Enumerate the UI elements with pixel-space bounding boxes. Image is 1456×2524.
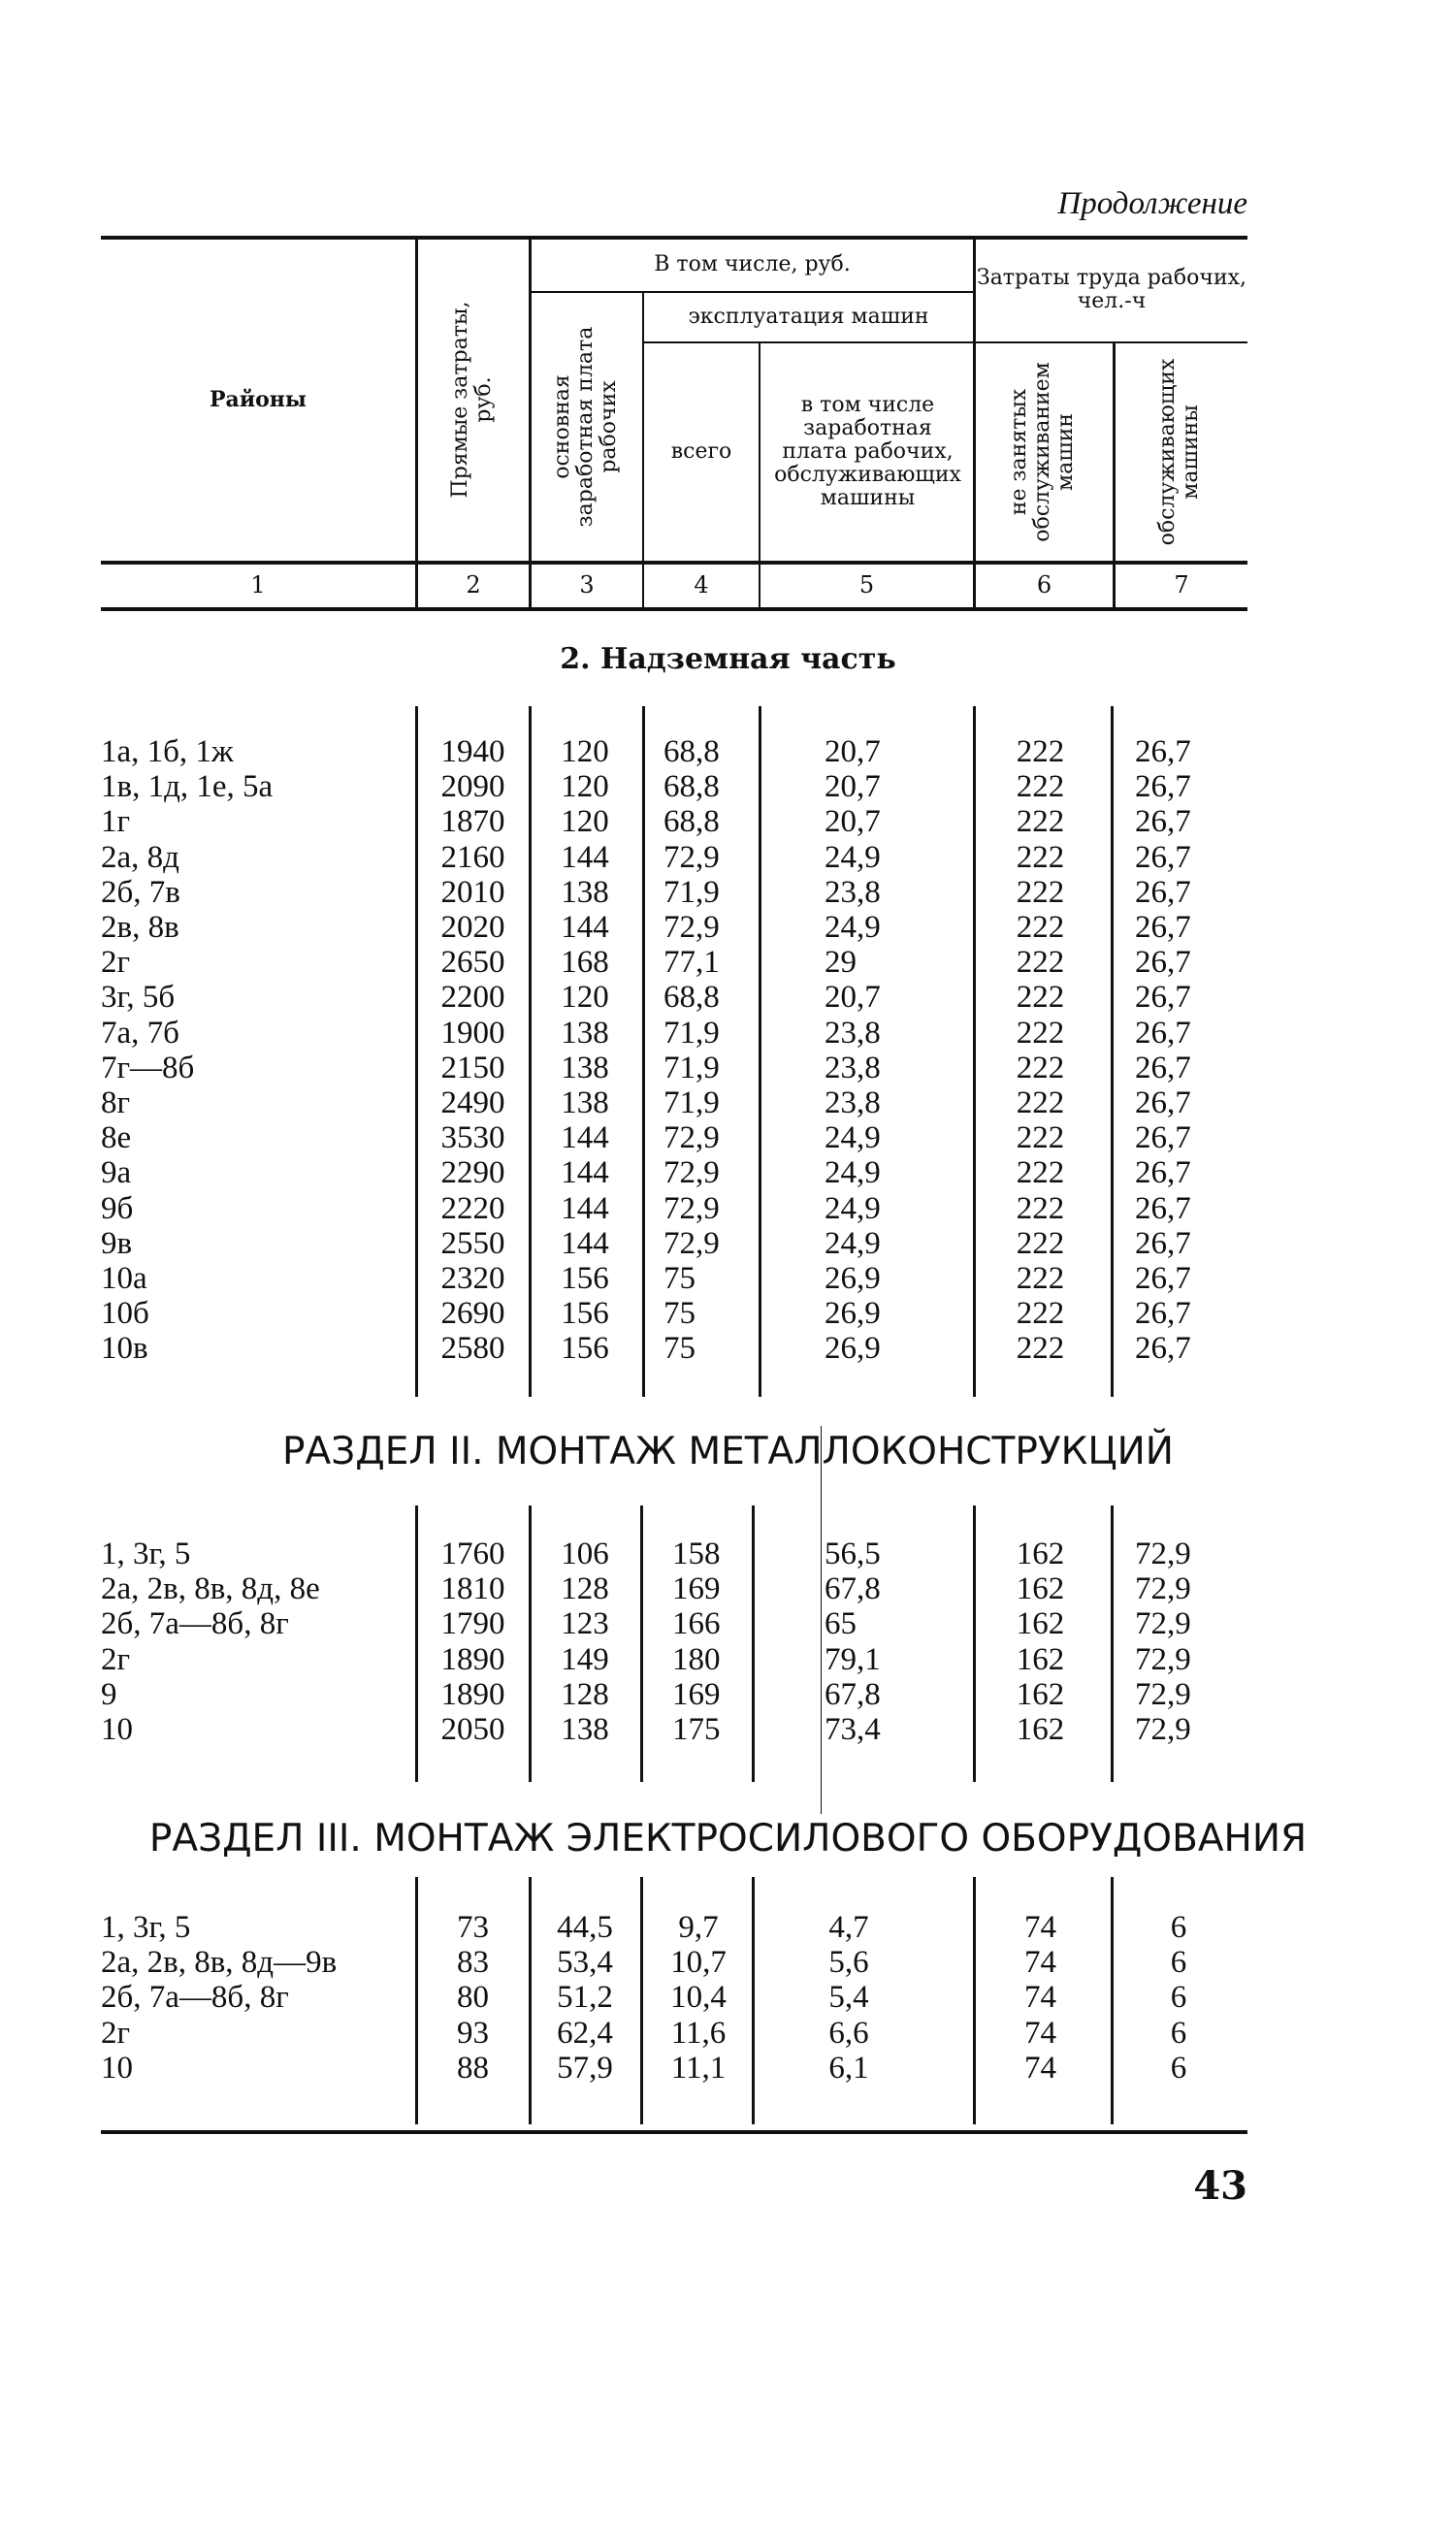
- cell-base-wage: 138: [561, 1085, 609, 1120]
- table-row: [0, 840, 1456, 875]
- cell-labor-serving: 72,9: [1135, 1676, 1191, 1712]
- cell-regions: 2а, 2в, 8в, 8д, 8е: [101, 1571, 320, 1607]
- section-title-2: РАЗДЕЛ II. МОНТАЖ МЕТАЛЛОКОНСТРУКЦИЙ: [282, 1430, 1174, 1473]
- cell-regions: 10в: [101, 1331, 148, 1367]
- cell-direct-costs: 1760: [440, 1537, 505, 1571]
- cell-direct-costs: 2690: [440, 1296, 505, 1332]
- cell-direct-costs: 2010: [440, 874, 505, 910]
- section-title-3: РАЗДЕЛ III. МОНТАЖ ЭЛЕКТРОСИЛОВОГО ОБОРУДОВАНИЯ: [148, 1817, 1308, 1861]
- cell-labor-serving: 26,7: [1135, 945, 1191, 981]
- cell-base-wage: 144: [561, 1190, 609, 1226]
- table-bottom-rule: [101, 2130, 1247, 2134]
- cell-base-wage: 44,5: [557, 1910, 613, 1945]
- section-title-1: 2. Надземная часть: [560, 642, 896, 676]
- cell-machine-total: 68,8: [663, 980, 720, 1016]
- cell-labor-not-busy: 162: [1016, 1606, 1065, 1642]
- cell-base-wage: 168: [561, 945, 609, 981]
- cell-labor-not-busy: 222: [1016, 1296, 1065, 1332]
- cell-base-wage: 120: [561, 734, 609, 769]
- cell-machine-total: 10,7: [670, 1945, 727, 1981]
- cell-labor-serving: 26,7: [1135, 804, 1191, 840]
- cell-labor-serving: 26,7: [1135, 910, 1191, 945]
- cell-labor-not-busy: 222: [1016, 1190, 1065, 1226]
- cell-machine-total: 166: [672, 1606, 721, 1642]
- cell-base-wage: 138: [561, 1712, 609, 1747]
- cell-regions: 1, 3г, 5: [101, 1537, 191, 1571]
- cell-machine-wage: 24,9: [825, 1190, 881, 1226]
- cell-machine-wage: 23,8: [825, 1050, 881, 1085]
- cell-labor-serving: 26,7: [1135, 874, 1191, 910]
- table-row: [0, 1945, 1456, 1980]
- cell-regions: 10: [101, 2050, 133, 2086]
- table-row: [0, 875, 1456, 910]
- cell-machine-total: 75: [663, 1296, 696, 1332]
- cell-direct-costs: 88: [457, 2050, 489, 2086]
- table-row: [0, 1051, 1456, 1085]
- cell-base-wage: 128: [561, 1676, 609, 1712]
- cell-regions: 1в, 1д, 1е, 5а: [101, 769, 274, 805]
- cell-labor-not-busy: 222: [1016, 769, 1065, 805]
- cell-machine-wage: 26,9: [825, 1296, 881, 1332]
- cell-machine-total: 158: [672, 1537, 721, 1571]
- table-row: [0, 1226, 1456, 1261]
- colnum-5: 5: [858, 571, 875, 599]
- cell-base-wage: 57,9: [557, 2050, 613, 2086]
- cell-direct-costs: 2200: [440, 980, 505, 1016]
- cell-labor-serving: 26,7: [1135, 1085, 1191, 1120]
- cell-direct-costs: 73: [457, 1910, 489, 1945]
- cell-base-wage: 120: [561, 769, 609, 805]
- colnum-6: 6: [1036, 571, 1052, 599]
- cell-regions: 3г, 5б: [101, 980, 176, 1016]
- table-row: [0, 910, 1456, 945]
- cell-regions: 9а: [101, 1155, 132, 1191]
- cell-direct-costs: 1890: [440, 1641, 505, 1677]
- table-row: [0, 1606, 1456, 1641]
- table-row: [0, 734, 1456, 769]
- cell-base-wage: 156: [561, 1261, 609, 1296]
- colnum-rule: [101, 607, 1247, 611]
- cell-regions: 9б: [101, 1190, 134, 1226]
- cell-machine-total: 71,9: [663, 1015, 720, 1051]
- cell-labor-not-busy: 222: [1016, 945, 1065, 981]
- cell-labor-serving: 26,7: [1135, 734, 1191, 769]
- page-number: 43: [1193, 2163, 1247, 2209]
- cell-labor-not-busy: 222: [1016, 1261, 1065, 1296]
- cell-machine-total: 71,9: [663, 1085, 720, 1120]
- cell-labor-serving: 26,7: [1135, 1050, 1191, 1085]
- table-row: [0, 1261, 1456, 1296]
- cell-regions: 2а, 8д: [101, 839, 179, 875]
- cell-direct-costs: 2050: [440, 1712, 505, 1747]
- table-row: [0, 1571, 1456, 1606]
- cell-machine-total: 9,7: [678, 1910, 719, 1945]
- cell-machine-total: 175: [672, 1712, 721, 1747]
- cell-labor-serving: 6: [1170, 1980, 1187, 2016]
- header-vline-1: [415, 238, 418, 609]
- cell-labor-serving: 26,7: [1135, 1190, 1191, 1226]
- table-row: [0, 1712, 1456, 1747]
- cell-machine-total: 72,9: [663, 910, 720, 945]
- cell-base-wage: 156: [561, 1331, 609, 1367]
- cell-machine-wage: 24,9: [825, 910, 881, 945]
- cell-machine-wage: 65: [825, 1606, 857, 1642]
- cell-regions: 10а: [101, 1261, 147, 1296]
- cell-machine-wage: 24,9: [825, 1225, 881, 1261]
- cell-labor-serving: 26,7: [1135, 1331, 1191, 1367]
- table-row: [0, 1155, 1456, 1190]
- cell-machine-total: 72,9: [663, 1155, 720, 1191]
- cell-regions: 2а, 2в, 8в, 8д—9в: [101, 1945, 338, 1981]
- cell-machine-wage: 24,9: [825, 1155, 881, 1191]
- table-row: [0, 1642, 1456, 1677]
- cell-labor-not-busy: 222: [1016, 1155, 1065, 1191]
- colnum-7: 7: [1174, 571, 1189, 599]
- cell-machine-wage: 23,8: [825, 1085, 881, 1120]
- cell-labor-not-busy: 162: [1016, 1676, 1065, 1712]
- cell-regions: 1г: [101, 804, 131, 840]
- cell-base-wage: 144: [561, 839, 609, 875]
- cell-labor-not-busy: 222: [1016, 874, 1065, 910]
- cell-direct-costs: 93: [457, 2015, 489, 2051]
- table-row: [0, 804, 1456, 839]
- cell-direct-costs: 2320: [440, 1261, 505, 1296]
- cell-labor-serving: 26,7: [1135, 839, 1191, 875]
- cell-regions: 2г: [101, 1641, 131, 1677]
- cell-regions: 10: [101, 1712, 133, 1747]
- cell-labor-not-busy: 74: [1024, 2050, 1056, 2086]
- cell-direct-costs: 2580: [440, 1331, 505, 1367]
- cell-direct-costs: 83: [457, 1945, 489, 1981]
- cell-machine-wage: 4,7: [828, 1910, 869, 1945]
- cell-labor-serving: 72,9: [1135, 1537, 1191, 1571]
- cell-labor-serving: 72,9: [1135, 1641, 1191, 1677]
- cell-machine-total: 68,8: [663, 734, 720, 769]
- cell-machine-total: 75: [663, 1331, 696, 1367]
- cell-labor-serving: 6: [1170, 2050, 1187, 2086]
- cell-direct-costs: 2490: [440, 1085, 505, 1120]
- cell-direct-costs: 2290: [440, 1155, 505, 1191]
- cell-labor-serving: 6: [1170, 1945, 1187, 1981]
- cell-machine-total: 71,9: [663, 874, 720, 910]
- cell-regions: 9: [101, 1676, 117, 1712]
- cell-direct-costs: 2220: [440, 1190, 505, 1226]
- cell-direct-costs: 1810: [440, 1571, 505, 1607]
- cell-base-wage: 156: [561, 1296, 609, 1332]
- cell-labor-not-busy: 222: [1016, 1015, 1065, 1051]
- cell-labor-not-busy: 222: [1016, 804, 1065, 840]
- colnum-1: 1: [250, 571, 266, 599]
- header-regions: Районы: [210, 386, 307, 412]
- cell-machine-total: 11,1: [670, 2050, 727, 2086]
- cell-labor-serving: 72,9: [1135, 1571, 1191, 1607]
- cell-labor-not-busy: 74: [1024, 1980, 1056, 2016]
- cell-base-wage: 144: [561, 1225, 609, 1261]
- cell-direct-costs: 3530: [440, 1120, 505, 1156]
- cell-machine-wage: 23,8: [825, 1015, 881, 1051]
- cell-direct-costs: 2020: [440, 910, 505, 945]
- cell-direct-costs: 2550: [440, 1225, 505, 1261]
- cell-machine-total: 71,9: [663, 1050, 720, 1085]
- header-direct-costs: Прямые затраты, руб.: [448, 301, 496, 499]
- cell-base-wage: 138: [561, 874, 609, 910]
- cell-machine-wage: 24,9: [825, 1120, 881, 1156]
- table-row: [0, 1296, 1456, 1331]
- cell-base-wage: 120: [561, 804, 609, 840]
- cell-base-wage: 120: [561, 980, 609, 1016]
- colnum-4: 4: [694, 571, 709, 599]
- cell-machine-total: 10,4: [670, 1980, 727, 2016]
- cell-regions: 9в: [101, 1225, 133, 1261]
- cell-base-wage: 144: [561, 910, 609, 945]
- cell-labor-not-busy: 74: [1024, 1945, 1056, 1981]
- table-row: [0, 769, 1456, 804]
- cell-labor-serving: 26,7: [1135, 1261, 1191, 1296]
- table-row: [0, 2051, 1456, 2086]
- cell-labor-not-busy: 74: [1024, 2015, 1056, 2051]
- cell-machine-total: 72,9: [663, 1225, 720, 1261]
- cell-regions: 1, 3г, 5: [101, 1910, 191, 1945]
- cell-machine-total: 75: [663, 1261, 696, 1296]
- header-machine-wage: в том числе заработная плата рабочих, обслуживающих машины: [774, 393, 961, 510]
- cell-machine-wage: 6,6: [828, 2015, 869, 2051]
- cell-labor-serving: 26,7: [1135, 1225, 1191, 1261]
- cell-base-wage: 138: [561, 1050, 609, 1085]
- cell-machine-wage: 20,7: [825, 804, 881, 840]
- cell-labor-not-busy: 162: [1016, 1571, 1065, 1607]
- header-rule-labor: [973, 341, 1247, 343]
- cell-machine-total: 72,9: [663, 1120, 720, 1156]
- cell-direct-costs: 2150: [440, 1050, 505, 1085]
- table-row: [0, 945, 1456, 980]
- cell-machine-wage: 79,1: [825, 1641, 881, 1677]
- cell-machine-wage: 5,4: [828, 1980, 869, 2016]
- header-labor-not-busy: не занятых обслуживанием машин: [1007, 362, 1078, 542]
- cell-machine-wage: 29: [825, 945, 857, 981]
- cell-direct-costs: 1890: [440, 1676, 505, 1712]
- cell-labor-serving: 26,7: [1135, 980, 1191, 1016]
- header-vline-2: [529, 238, 532, 609]
- cell-direct-costs: 2650: [440, 945, 505, 981]
- cell-labor-not-busy: 222: [1016, 910, 1065, 945]
- header-group-labor: Затраты труда рабочих, чел.-ч: [976, 266, 1247, 313]
- cell-labor-not-busy: 222: [1016, 1050, 1065, 1085]
- cell-machine-total: 169: [672, 1676, 721, 1712]
- cell-direct-costs: 80: [457, 1980, 489, 2016]
- cell-base-wage: 53,4: [557, 1945, 613, 1981]
- colnum-3: 3: [579, 571, 595, 599]
- cell-labor-serving: 26,7: [1135, 1120, 1191, 1156]
- colnum-2: 2: [466, 571, 481, 599]
- cell-base-wage: 51,2: [557, 1980, 613, 2016]
- cell-labor-serving: 26,7: [1135, 769, 1191, 805]
- cell-labor-serving: 6: [1170, 1910, 1187, 1945]
- cell-regions: 7г—8б: [101, 1050, 195, 1085]
- cell-labor-serving: 72,9: [1135, 1712, 1191, 1747]
- cell-regions: 2б, 7а—8б, 8г: [101, 1606, 289, 1642]
- header-labor-serving: обслуживающих машины: [1155, 358, 1203, 546]
- header-group-machine: эксплуатация машин: [688, 305, 929, 329]
- cell-direct-costs: 2160: [440, 839, 505, 875]
- table-row: [0, 1537, 1456, 1571]
- cell-machine-total: 72,9: [663, 1190, 720, 1226]
- cell-regions: 2г: [101, 945, 131, 981]
- cell-labor-not-busy: 162: [1016, 1712, 1065, 1747]
- cell-labor-not-busy: 162: [1016, 1641, 1065, 1677]
- cell-regions: 1а, 1б, 1ж: [101, 734, 234, 769]
- cell-labor-not-busy: 222: [1016, 839, 1065, 875]
- cell-regions: 7а, 7б: [101, 1015, 179, 1051]
- cell-direct-costs: 1940: [440, 734, 505, 769]
- table-row: [0, 1191, 1456, 1226]
- cell-labor-not-busy: 162: [1016, 1537, 1065, 1571]
- table-row: [0, 1120, 1456, 1155]
- cell-regions: 2в, 8в: [101, 910, 179, 945]
- cell-regions: 8г: [101, 1085, 131, 1120]
- cell-machine-total: 72,9: [663, 839, 720, 875]
- cell-regions: 2г: [101, 2015, 131, 2051]
- cell-machine-wage: 20,7: [825, 769, 881, 805]
- cell-labor-not-busy: 222: [1016, 1120, 1065, 1156]
- cell-machine-wage: 67,8: [825, 1571, 881, 1607]
- header-machine-total: всего: [670, 439, 732, 464]
- cell-labor-serving: 26,7: [1135, 1155, 1191, 1191]
- cell-regions: 2б, 7в: [101, 874, 180, 910]
- table-row: [0, 2016, 1456, 2051]
- header-base-wage: основная заработная плата рабочих: [550, 326, 621, 528]
- table-row: [0, 1331, 1456, 1366]
- table-row: [0, 1085, 1456, 1120]
- cell-base-wage: 123: [561, 1606, 609, 1642]
- header-group-incl: В том числе, руб.: [654, 252, 851, 276]
- cell-regions: 2б, 7а—8б, 8г: [101, 1980, 289, 2016]
- cell-machine-wage: 6,1: [828, 2050, 869, 2086]
- cell-base-wage: 144: [561, 1120, 609, 1156]
- cell-machine-wage: 20,7: [825, 980, 881, 1016]
- cell-machine-wage: 20,7: [825, 734, 881, 769]
- cell-machine-wage: 24,9: [825, 839, 881, 875]
- cell-labor-not-busy: 222: [1016, 1085, 1065, 1120]
- cell-base-wage: 106: [561, 1537, 609, 1571]
- cell-direct-costs: 2090: [440, 769, 505, 805]
- cell-labor-serving: 72,9: [1135, 1606, 1191, 1642]
- cell-machine-total: 11,6: [670, 2015, 727, 2051]
- table-row: [0, 1677, 1456, 1712]
- cell-base-wage: 144: [561, 1155, 609, 1191]
- cell-direct-costs: 1900: [440, 1015, 505, 1051]
- cell-labor-not-busy: 222: [1016, 980, 1065, 1016]
- cell-machine-total: 77,1: [663, 945, 720, 981]
- cell-regions: 8е: [101, 1120, 132, 1156]
- cell-direct-costs: 1790: [440, 1606, 505, 1642]
- continuation-label: Продолжение: [1057, 186, 1247, 221]
- cell-labor-serving: 26,7: [1135, 1015, 1191, 1051]
- cell-regions: 10б: [101, 1296, 149, 1332]
- cell-base-wage: 138: [561, 1015, 609, 1051]
- cell-machine-total: 68,8: [663, 804, 720, 840]
- cell-machine-wage: 26,9: [825, 1261, 881, 1296]
- cell-machine-total: 180: [672, 1641, 721, 1677]
- cell-labor-serving: 26,7: [1135, 1296, 1191, 1332]
- cell-machine-wage: 56,5: [825, 1537, 881, 1571]
- cell-machine-wage: 23,8: [825, 874, 881, 910]
- cell-labor-serving: 6: [1170, 2015, 1187, 2051]
- cell-machine-total: 68,8: [663, 769, 720, 805]
- table-row: [0, 980, 1456, 1015]
- cell-base-wage: 149: [561, 1641, 609, 1677]
- table-row: [0, 1016, 1456, 1051]
- cell-base-wage: 128: [561, 1571, 609, 1607]
- table-row: [0, 1980, 1456, 2015]
- cell-machine-wage: 67,8: [825, 1676, 881, 1712]
- cell-labor-not-busy: 222: [1016, 1331, 1065, 1367]
- cell-machine-wage: 26,9: [825, 1331, 881, 1367]
- cell-machine-wage: 73,4: [825, 1712, 881, 1747]
- table-row: [0, 1910, 1456, 1945]
- cell-machine-wage: 5,6: [828, 1945, 869, 1981]
- cell-machine-total: 169: [672, 1571, 721, 1607]
- cell-base-wage: 62,4: [557, 2015, 613, 2051]
- cell-labor-not-busy: 222: [1016, 734, 1065, 769]
- cell-labor-not-busy: 74: [1024, 1910, 1056, 1945]
- cell-labor-not-busy: 222: [1016, 1225, 1065, 1261]
- cell-direct-costs: 1870: [440, 804, 505, 840]
